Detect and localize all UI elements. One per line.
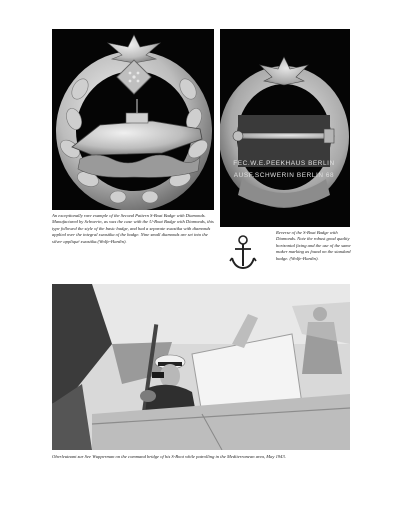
maker-mark-line2: AUSF.SCHWERIN BERLIN 68 xyxy=(233,172,335,179)
bridge-photo xyxy=(52,284,350,450)
badge-reverse-illustration xyxy=(220,29,350,227)
caption-badge-reverse: Reverse of the S-Boat Badge with Diamonds. Note the robust good quality horizontal fixing and the use of the same maker marking as found on the standard badge. (Wolfe-Hardin). xyxy=(276,230,351,261)
anchor-emblem-icon xyxy=(229,234,257,272)
badge-reverse-photo xyxy=(220,29,350,227)
badge-front-illustration xyxy=(52,29,214,210)
badge-front-photo xyxy=(52,29,214,210)
bridge-illustration xyxy=(52,284,350,450)
caption-badge-front: An exceptionally rare example of the Second Pattern S-Boat Badge with Diamonds. Manufactured by Schwerin, as was the case with the U-Boat Badge with Diamonds, this type followed the style of the basic badge, and had a separate swastika with diamonds applied over the integral swastika of the badge. Nine small diamonds are set into the silver appliqué swastika.(Wolfe-Hardin). xyxy=(52,213,214,244)
maker-mark-line1: FEC.W.E.PEEKHAUS BERLIN xyxy=(233,160,335,167)
caption-bridge-photo: Oberleutnant zur See Wupperman on the command bridge of his S-Boot while patrolling in the Mediterranean area, May 1943. xyxy=(52,454,286,459)
